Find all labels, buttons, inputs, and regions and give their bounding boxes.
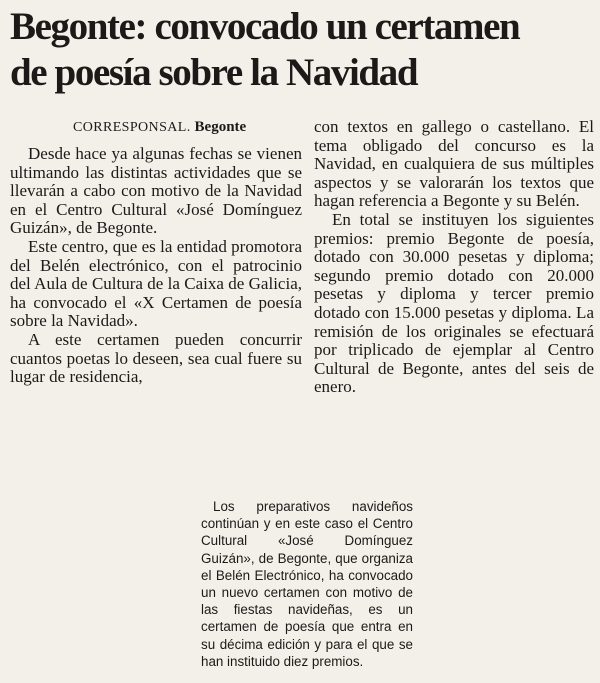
paragraph-2: Este centro, que es la entidad promotora del Belén electrónico, con el patrocinio del Aula de Cultura de la Caixa de Galicia, ha convocado el «X Certamen de poesía sobre la Navidad». [10, 236, 302, 331]
headline-line-1: Begonte: convocado un certamen [10, 5, 520, 48]
photo-caption-text: Los preparativos navideños continúan y en este caso el Centro Cultural «José Domínguez Guizán», de Begonte, que organiza el Belén Electrónico, ha convocado un nuevo certamen con motivo de las fiestas navideñas, es un certamen de poesía que entra en su décima edición y para el que se han instituido diez premios. [201, 499, 413, 669]
article-column-left [10, 118, 302, 387]
paragraph-3: A este certamen pueden concurrir cuantos poetas lo deseen, sea cual fuere su lugar de residencia, [10, 329, 302, 387]
article-column-right [314, 118, 594, 397]
byline-label: CORRESPONSAL. [73, 120, 191, 135]
headline-line-2: de poesía sobre la Navidad [10, 51, 418, 94]
byline-place: Begonte [194, 119, 247, 135]
paragraph-3-continued: con textos en gallego o castellano. El tema obligado del concurso es la Navidad, en cualquiera de sus múltiples aspectos y se valorarán los textos que hagan referencia a Begonte y su Belén. [314, 117, 594, 211]
paragraph-4: En total se instituyen los siguientes premios: premio Begonte de poesía, dotado con 30.000 pesetas y diploma; segundo premio dotado con 20.000 pesetas y diploma y tercer premio dotado con 15.000 pesetas y diploma. La remisión de los originales se efectuará por triplicado de ejemplar al Centro Cultural de Begonte, antes del seis de enero. [314, 209, 594, 397]
headline [10, 4, 590, 96]
byline [10, 118, 302, 137]
photo-caption [201, 498, 413, 670]
paragraph-1: Desde hace ya algunas fechas se vienen ultimando las distintas actividades que se llevarán a cabo con motivo de la Navidad en el Centro Cultural «José Domínguez Guizán», de Begonte. [10, 144, 302, 238]
